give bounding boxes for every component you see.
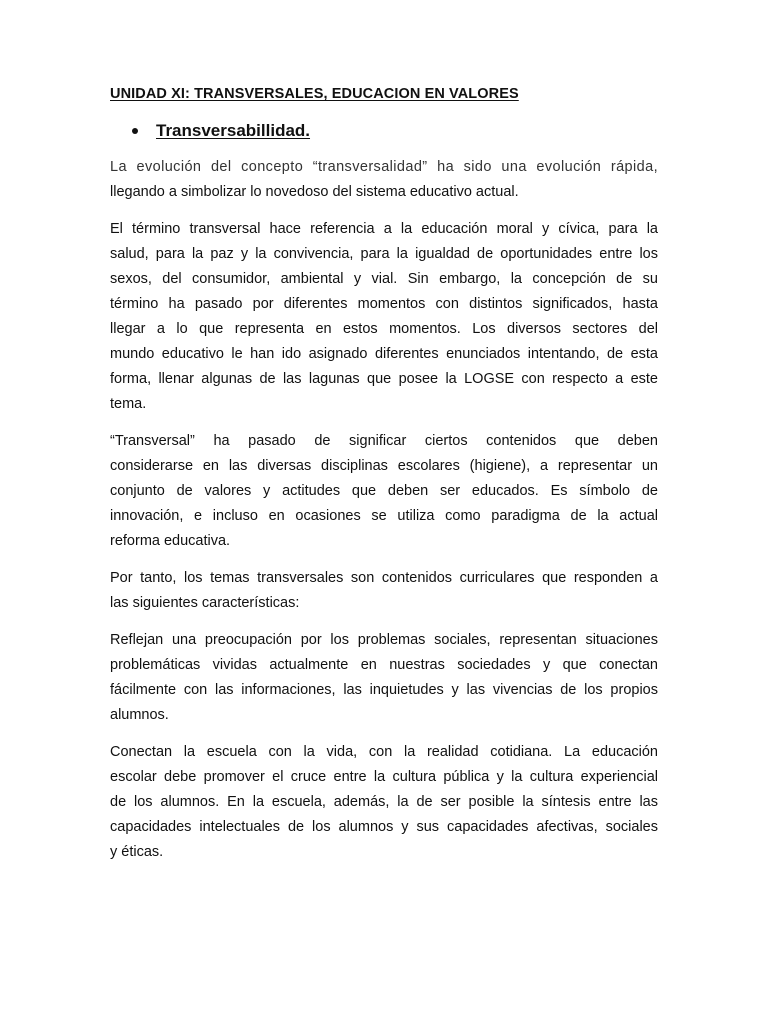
paragraph-line: considerarse en las diversas disciplinas escolares (higiene), a representar un bbox=[110, 458, 658, 474]
paragraph-line: Reflejan una preocupación por los problemas sociales, representan situaciones bbox=[110, 632, 658, 648]
paragraph-line: conjunto de valores y actitudes que deben ser educados. Es símbolo de bbox=[110, 483, 658, 499]
bullet-dot-icon bbox=[132, 128, 138, 134]
paragraph-line: forma, llenar algunas de las lagunas que posee la LOGSE con respecto a este bbox=[110, 371, 658, 387]
paragraph-3 bbox=[110, 429, 658, 554]
paragraph-line: problemáticas vividas actualmente en nuestras sociedades y que conectan bbox=[110, 657, 658, 673]
document-body bbox=[110, 84, 658, 877]
paragraph-4 bbox=[110, 566, 658, 616]
paragraph-line: El término transversal hace referencia a la educación moral y cívica, para la bbox=[110, 221, 658, 237]
paragraph-2 bbox=[110, 217, 658, 417]
paragraph-line: innovación, e incluso en ocasiones se utiliza como paradigma de la actual bbox=[110, 508, 658, 524]
paragraph-line: llegar a lo que representa en estos momentos. Los diversos sectores del bbox=[110, 321, 658, 337]
paragraph-line: mundo educativo le han ido asignado diferentes enunciados intentando, de esta bbox=[110, 346, 658, 362]
paragraph-line: alumnos. bbox=[110, 707, 169, 723]
paragraph-line: de los alumnos. En la escuela, además, la de ser posible la síntesis entre las bbox=[110, 794, 658, 810]
paragraph-line: reforma educativa. bbox=[110, 533, 231, 549]
paragraph-line: término ha pasado por diferentes momentos con distintos significados, hasta bbox=[110, 296, 658, 312]
paragraph-line: tema. bbox=[110, 396, 147, 412]
paragraph-6 bbox=[110, 740, 658, 865]
paragraph-line: fácilmente con las informaciones, las inquietudes y las vivencias de los propios bbox=[110, 682, 658, 698]
paragraph-line: La evolución del concepto “transversalidad” ha sido una evolución rápida, bbox=[110, 159, 658, 175]
section-heading: Transversabillidad. bbox=[156, 121, 311, 140]
paragraph-5 bbox=[110, 628, 658, 728]
paragraph-line: Conectan la escuela con la vida, con la realidad cotidiana. La educación bbox=[110, 744, 658, 760]
bullet-list bbox=[110, 119, 658, 143]
paragraph-line: salud, para la paz y la convivencia, para la igualdad de oportunidades entre los bbox=[110, 246, 658, 262]
paragraph-line: llegando a simbolizar lo novedoso del sistema educativo actual. bbox=[110, 184, 519, 200]
paragraph-line: escolar debe promover el cruce entre la cultura pública y la cultura experiencial bbox=[110, 769, 658, 785]
paragraph-line: las siguientes características: bbox=[110, 595, 300, 611]
paragraph-line: “Transversal” ha pasado de significar ciertos contenidos que deben bbox=[110, 433, 658, 449]
paragraph-line: y éticas. bbox=[110, 844, 164, 860]
paragraph-1 bbox=[110, 155, 658, 205]
document-title: UNIDAD XI: TRANSVERSALES, EDUCACION EN VALORES bbox=[110, 86, 519, 102]
paragraph-line: sexos, del consumidor, ambiental y vial. Sin embargo, la concepción de su bbox=[110, 271, 658, 287]
paragraph-line: Por tanto, los temas transversales son contenidos curriculares que responden a bbox=[110, 570, 658, 586]
bullet-item bbox=[132, 119, 658, 143]
paragraph-line: capacidades intelectuales de los alumnos y sus capacidades afectivas, sociales bbox=[110, 819, 658, 835]
